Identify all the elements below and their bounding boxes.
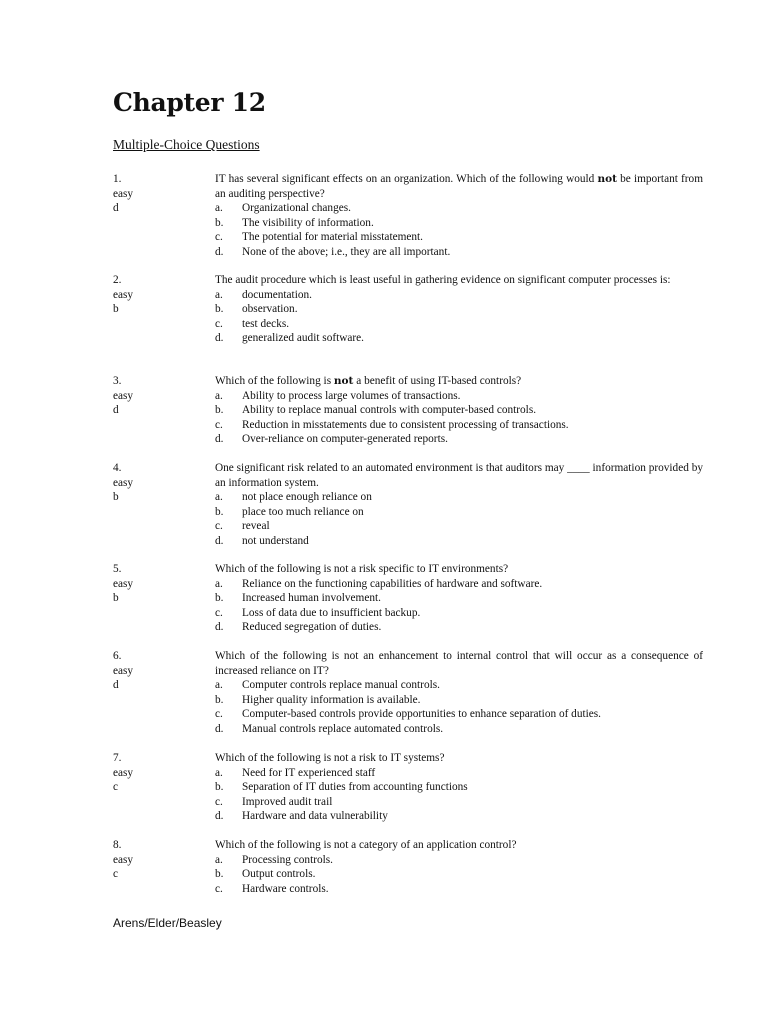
option-text: not place enough reliance on [242, 491, 372, 503]
question-difficulty: easy [113, 577, 134, 590]
option-text: Loss of data due to insufficient backup. [242, 606, 421, 619]
question-body [215, 751, 703, 824]
answer-option [215, 230, 703, 245]
question-body [215, 461, 703, 548]
option-text: Need for IT experienced staff [242, 766, 376, 779]
option-letter: d. [215, 810, 224, 822]
option-text: Reduction in misstatements due to consistent processing of transactions. [242, 418, 569, 431]
option-letter: b. [215, 303, 224, 315]
question-number: 7. [113, 752, 122, 764]
question-stem [215, 751, 703, 766]
answer-option [215, 201, 703, 216]
answer-option [215, 809, 703, 824]
option-letter: b. [215, 868, 224, 880]
option-letter: c. [215, 606, 223, 619]
question-number: 4. [113, 462, 122, 474]
stem-text: a benefit of using IT-based controls? [353, 375, 522, 387]
stem-text: Which of the following is not a category of an application control? [215, 839, 517, 851]
option-letter: a. [215, 766, 223, 779]
option-letter: d. [215, 245, 224, 258]
answer-option [215, 490, 703, 505]
stem-text: Which of the following is not an enhancement to internal control that will occur as a consequence of increased reliance on IT? [215, 650, 703, 677]
option-letter: a. [215, 679, 223, 691]
option-text: generalized audit software. [242, 332, 365, 344]
option-text: The visibility of information. [242, 216, 374, 229]
option-text: Computer controls replace manual controls. [242, 679, 440, 691]
answer-option [215, 780, 703, 795]
question-number: 3. [113, 375, 122, 387]
option-letter: b. [215, 505, 224, 518]
option-text: Ability to replace manual controls with computer-based controls. [242, 404, 537, 416]
answer-option [215, 519, 703, 534]
question-answer-key: d [113, 404, 119, 416]
question-meta [113, 838, 193, 882]
answer-option [215, 867, 703, 882]
option-text: The potential for material misstatement. [242, 231, 424, 243]
option-text: not understand [242, 534, 309, 547]
question-meta [113, 374, 193, 418]
option-text: Over-reliance on computer-generated reports. [242, 433, 448, 445]
answer-option [215, 678, 703, 693]
question-meta [113, 172, 193, 216]
question-difficulty: easy [113, 187, 134, 200]
question-stem [215, 461, 703, 490]
question-difficulty: easy [113, 389, 134, 402]
answer-option [215, 620, 703, 635]
stem-text: IT has several significant effects on an organization. Which of the following would [215, 173, 598, 185]
question-answer-key: b [113, 303, 119, 315]
question-difficulty: easy [113, 476, 134, 489]
option-text: Higher quality information is available. [242, 693, 421, 706]
option-letter: a. [215, 202, 223, 214]
question-number: 1. [113, 173, 122, 185]
option-text: observation. [242, 303, 298, 315]
answer-option [215, 795, 703, 810]
option-letter: c. [215, 520, 223, 532]
answer-option [215, 302, 703, 317]
question-stem [215, 562, 703, 577]
question-body [215, 374, 703, 447]
option-text: Reduced segregation of duties. [242, 621, 382, 633]
answer-option [215, 418, 703, 433]
question-difficulty: easy [113, 664, 134, 677]
question-body [215, 649, 703, 736]
question-meta [113, 461, 193, 505]
option-text: Improved audit trail [242, 795, 333, 808]
question-meta [113, 751, 193, 795]
answer-option [215, 591, 703, 606]
option-letter: c. [215, 795, 223, 808]
answer-option [215, 403, 703, 418]
question-number: 2. [113, 274, 122, 286]
stem-text: Which of the following is not a risk specific to IT environments? [215, 563, 509, 575]
emphasis-text: not [333, 375, 354, 387]
option-letter: d. [215, 433, 224, 445]
option-letter: c. [215, 418, 223, 431]
option-text: None of the above; i.e., they are all important. [242, 245, 451, 258]
question-number: 5. [113, 563, 122, 575]
question-stem [215, 172, 703, 201]
option-text: Increased human involvement. [242, 592, 381, 604]
answer-option [215, 245, 703, 260]
stem-text: One significant risk related to an automated environment is that auditors may ____ information provided by an information system. [215, 462, 703, 489]
question-number: 6. [113, 650, 122, 662]
question-stem [215, 649, 703, 678]
option-text: Reliance on the functioning capabilities of hardware and software. [242, 577, 543, 590]
answer-option [215, 389, 703, 404]
question-meta [113, 562, 193, 606]
answer-option [215, 606, 703, 621]
answer-option [215, 707, 703, 722]
question-answer-key: d [113, 679, 119, 691]
option-text: place too much reliance on [242, 505, 364, 518]
option-text: Separation of IT duties from accounting functions [242, 781, 468, 793]
question-stem [215, 838, 703, 853]
question-answer-key: c [113, 781, 119, 793]
option-letter: d. [215, 722, 224, 735]
option-letter: c. [215, 708, 223, 720]
option-text: Ability to process large volumes of transactions. [242, 389, 461, 402]
option-letter: c. [215, 231, 223, 243]
question-meta [113, 649, 193, 693]
option-letter: a. [215, 288, 223, 301]
option-letter: b. [215, 781, 224, 793]
stem-text: be important from an auditing perspective? [215, 173, 703, 200]
question-body [215, 172, 703, 259]
answer-option [215, 432, 703, 447]
answer-option [215, 882, 703, 897]
answer-option [215, 534, 703, 549]
chapter-title: Chapter 12 [113, 88, 266, 117]
question-difficulty: easy [113, 766, 134, 779]
option-letter: b. [215, 404, 224, 416]
option-letter: b. [215, 693, 224, 706]
question-body [215, 838, 703, 896]
question-meta [113, 273, 193, 317]
option-text: Hardware controls. [242, 882, 329, 895]
question-body [215, 562, 703, 635]
option-letter: c. [215, 317, 223, 330]
option-text: Manual controls replace automated controls. [242, 722, 444, 735]
option-letter: d. [215, 621, 224, 633]
option-text: Processing controls. [242, 853, 333, 866]
option-letter: d. [215, 332, 224, 344]
question-answer-key: c [113, 868, 119, 880]
question-body [215, 273, 703, 346]
option-text: Output controls. [242, 868, 316, 880]
page-footer: Arens/Elder/Beasley [113, 916, 222, 930]
option-text: Organizational changes. [242, 202, 351, 214]
answer-option [215, 288, 703, 303]
answer-option [215, 722, 703, 737]
option-text: documentation. [242, 288, 312, 301]
answer-option [215, 577, 703, 592]
question-stem [215, 273, 703, 288]
answer-option [215, 331, 703, 346]
answer-option [215, 853, 703, 868]
stem-text: Which of the following is [215, 375, 334, 387]
option-letter: a. [215, 577, 223, 590]
question-answer-key: b [113, 592, 119, 604]
question-answer-key: d [113, 202, 119, 214]
answer-option [215, 505, 703, 520]
question-stem [215, 374, 703, 389]
question-difficulty: easy [113, 288, 134, 301]
question-number: 8. [113, 839, 122, 851]
option-letter: b. [215, 592, 224, 604]
section-title: Multiple-Choice Questions [113, 137, 260, 152]
stem-text: The audit procedure which is least useful in gathering evidence on significant computer processes is: [215, 274, 671, 286]
option-text: reveal [242, 520, 270, 532]
option-letter: a. [215, 853, 223, 866]
question-difficulty: easy [113, 853, 134, 866]
option-text: test decks. [242, 317, 290, 330]
option-letter: c. [215, 882, 223, 895]
answer-option [215, 216, 703, 231]
option-letter: b. [215, 216, 224, 229]
answer-option [215, 317, 703, 332]
option-text: Computer-based controls provide opportunities to enhance separation of duties. [242, 708, 601, 720]
option-letter: a. [215, 491, 223, 503]
option-letter: a. [215, 389, 223, 402]
answer-option [215, 693, 703, 708]
question-answer-key: b [113, 491, 119, 503]
answer-option [215, 766, 703, 781]
emphasis-text: not [597, 173, 617, 185]
stem-text: Which of the following is not a risk to IT systems? [215, 752, 445, 764]
option-letter: d. [215, 534, 224, 547]
option-text: Hardware and data vulnerability [242, 810, 388, 822]
